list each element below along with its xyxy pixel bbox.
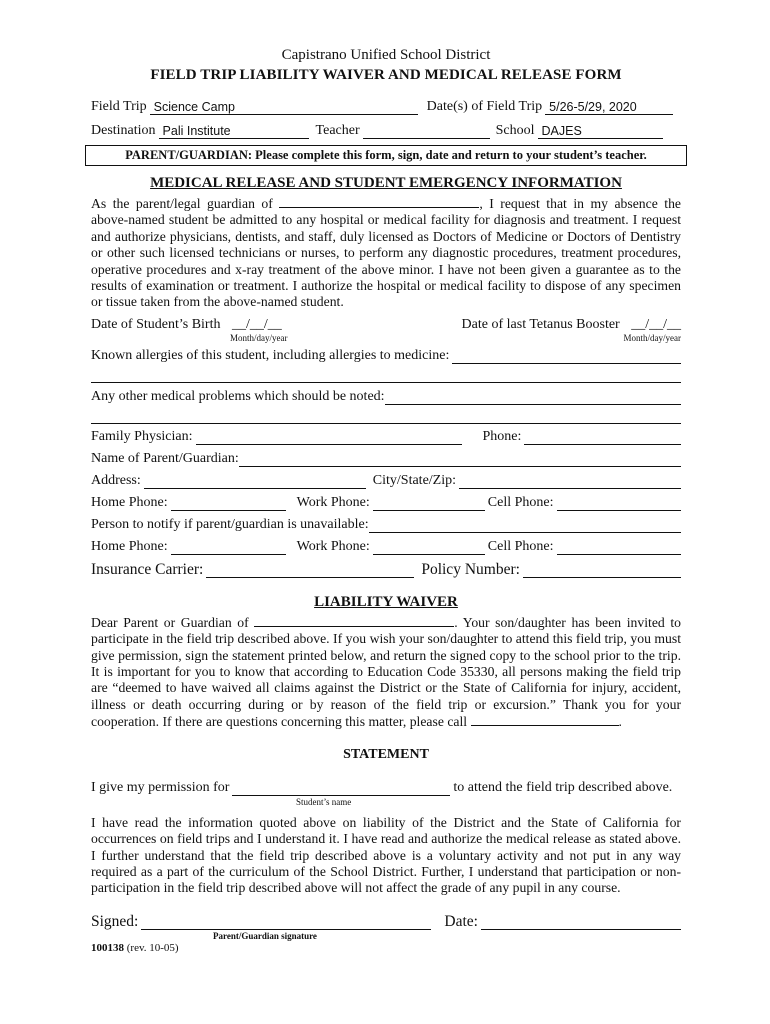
destination-value: Pali Institute [162, 124, 231, 138]
form-number: 100138 [91, 941, 124, 954]
home-phone-label: Home Phone: [91, 494, 168, 510]
parent-name-field[interactable] [239, 451, 681, 467]
tetanus-label: Date of last Tetanus Booster [461, 316, 620, 332]
notify-cell-phone-field[interactable] [557, 539, 682, 555]
notify-cell-phone-label: Cell Phone: [487, 538, 554, 554]
medical-para-rest: , I request that in my absence the [479, 196, 681, 211]
physician-row [91, 428, 681, 445]
cell-phone-field[interactable] [557, 495, 682, 511]
field-trip-form [91, 46, 681, 954]
address-row [91, 472, 681, 489]
tetanus-group [462, 316, 681, 333]
form-title: FIELD TRIP LIABILITY WAIVER AND MEDICAL RELEASE FORM [150, 67, 622, 83]
waiver-dear-rest: . Your son/daughter has been invited to [454, 614, 682, 630]
other-medical-row [91, 388, 681, 405]
notify-work-phone-field[interactable] [373, 539, 485, 555]
signature-date-field[interactable] [481, 914, 681, 930]
dates-row [91, 316, 681, 333]
teacher-label: Teacher [315, 123, 360, 138]
address-field[interactable] [144, 473, 366, 489]
student-name-caption: Student’s name [296, 796, 352, 807]
statement-paragraph: I have read the information quoted above on liability of the District and the State of California for occurrences on field trips and I understand it. I have read and authorize the medical release as stated above. I further understand that the field trip described above is a voluntary activity and not put in any way required as a part of the curriculum of the School District. Further, I understand that participation or non-participation in the field trip described above will not affect the grade of any pupil in any course. [91, 814, 681, 896]
medical-heading: MEDICAL RELEASE AND STUDENT EMERGENCY INFORMATION [150, 175, 622, 191]
work-phone-label: Work Phone: [296, 494, 370, 510]
date-format-row [91, 333, 681, 343]
notify-field[interactable] [369, 517, 681, 533]
signature-caption: Parent/Guardian signature [213, 930, 317, 941]
notify-phones-row [91, 538, 681, 555]
medical-para-body: above-named student be admitted to any hospital or medical facility for diagnosis and treatment. I request and authorize physicians, dentists, and staff, duly licensed as Doctors of Medicine or Doctors of Dentistry or other such licensed technicians or nurses, to perform any diagnostic procedures, treatment procedures, operative procedures and x-ray treatment of the above minor. I have not been given a guarantee as to the results of examination or treatment. I authorize the hospital or medical facility to dispose of any specimen or tissue taken from the above-named student. [91, 212, 681, 310]
student-name-field[interactable] [232, 780, 450, 796]
date-label: Date: [444, 912, 478, 930]
address-label: Address: [91, 472, 141, 488]
school-field[interactable] [538, 123, 663, 139]
field-trip-value: Science Camp [153, 100, 235, 114]
physician-phone-label: Phone: [482, 428, 522, 444]
waiver-heading: LIABILITY WAIVER [314, 593, 458, 610]
other-medical-label: Any other medical problems which should be noted: [91, 388, 385, 404]
physician-label: Family Physician: [91, 428, 193, 444]
work-phone-field[interactable] [373, 495, 485, 511]
form-footer [91, 942, 681, 954]
waiver-paragraph [91, 614, 681, 731]
parent-name-row [91, 450, 681, 467]
destination-label: Destination [91, 123, 156, 138]
medical-paragraph [91, 195, 681, 311]
school-value: DAJES [541, 124, 582, 138]
waiver-body-end: . [618, 714, 622, 730]
dob-label: Date of Student’s Birth [91, 316, 221, 332]
notify-home-phone-label: Home Phone: [91, 538, 168, 554]
instruction-box: PARENT/GUARDIAN: Please complete this form, sign, date and return to your student’s teacher. [85, 145, 687, 166]
other-medical-field[interactable] [385, 389, 681, 405]
insurance-row [91, 561, 681, 578]
notify-home-phone-field[interactable] [171, 539, 286, 555]
permission-end: to attend the field trip described above. [453, 779, 673, 795]
tetanus-format-caption: Month/day/year [623, 332, 681, 343]
insurance-label: Insurance Carrier: [91, 560, 204, 578]
other-medical-field-2[interactable] [91, 406, 681, 424]
notify-row [91, 516, 681, 533]
allergies-row [91, 347, 681, 364]
medical-para-start: As the parent/legal guardian of [91, 196, 273, 211]
phones-row [91, 494, 681, 511]
dob-blank[interactable]: __/__/__ [232, 316, 282, 332]
signature-field[interactable] [141, 914, 431, 930]
insurance-field[interactable] [206, 562, 414, 578]
field-trip-row [91, 98, 681, 115]
destination-row [91, 122, 681, 139]
physician-field[interactable] [196, 429, 462, 445]
allergies-field-2[interactable] [91, 365, 681, 383]
city-field[interactable] [459, 473, 681, 489]
permission-row [91, 779, 681, 796]
parent-name-label: Name of Parent/Guardian: [91, 450, 239, 466]
dates-field[interactable] [545, 99, 673, 115]
tetanus-blank[interactable]: __/__/__ [631, 316, 681, 332]
district-name: Capistrano Unified School District [281, 47, 491, 63]
policy-label: Policy Number: [421, 560, 520, 578]
dates-value: 5/26-5/29, 2020 [549, 100, 637, 114]
dob-format-caption: Month/day/year [230, 332, 288, 343]
waiver-dear: Dear Parent or Guardian of [91, 614, 249, 630]
city-label: City/State/Zip: [372, 472, 457, 488]
cell-phone-label: Cell Phone: [487, 494, 554, 510]
notify-work-phone-label: Work Phone: [296, 538, 370, 554]
field-trip-label: Field Trip [91, 99, 147, 114]
policy-field[interactable] [523, 562, 681, 578]
teacher-field[interactable] [363, 123, 490, 139]
physician-phone-field[interactable] [524, 429, 681, 445]
signature-row [91, 913, 681, 930]
school-label: School [495, 123, 535, 138]
destination-field[interactable] [159, 123, 309, 139]
notify-label: Person to notify if parent/guardian is unavailable: [91, 516, 369, 532]
field-trip-field[interactable] [150, 99, 418, 115]
home-phone-field[interactable] [171, 495, 286, 511]
waiver-body: participate in the field trip described above. If you wish your son/daughter to attend this field trip, you must give permission, sign the statement printed below, and return the signed copy to the school prior to the trip. It is important for you to know that according to Education Code 35330, all persons making the field trip are “deemed to have waived all claims against the District or the State of California for injury, accident, illness or death occurring during or by reason of the field trip or excursion.” Thank you for your cooperation. If there are questions concerning this matter, please call [91, 631, 681, 730]
signed-label: Signed: [91, 912, 139, 930]
dob-group [91, 316, 282, 333]
statement-heading: STATEMENT [343, 746, 429, 762]
contact-phone-blank[interactable] [471, 713, 619, 726]
permission-start: I give my permission for [91, 779, 230, 795]
allergies-field[interactable] [452, 348, 681, 364]
student-name-blank[interactable] [279, 195, 479, 208]
allergies-label: Known allergies of this student, including allergies to medicine: [91, 347, 450, 363]
form-revision: (rev. 10-05) [126, 941, 179, 954]
waiver-student-blank[interactable] [254, 614, 454, 627]
dates-label: Date(s) of Field Trip [426, 99, 543, 114]
